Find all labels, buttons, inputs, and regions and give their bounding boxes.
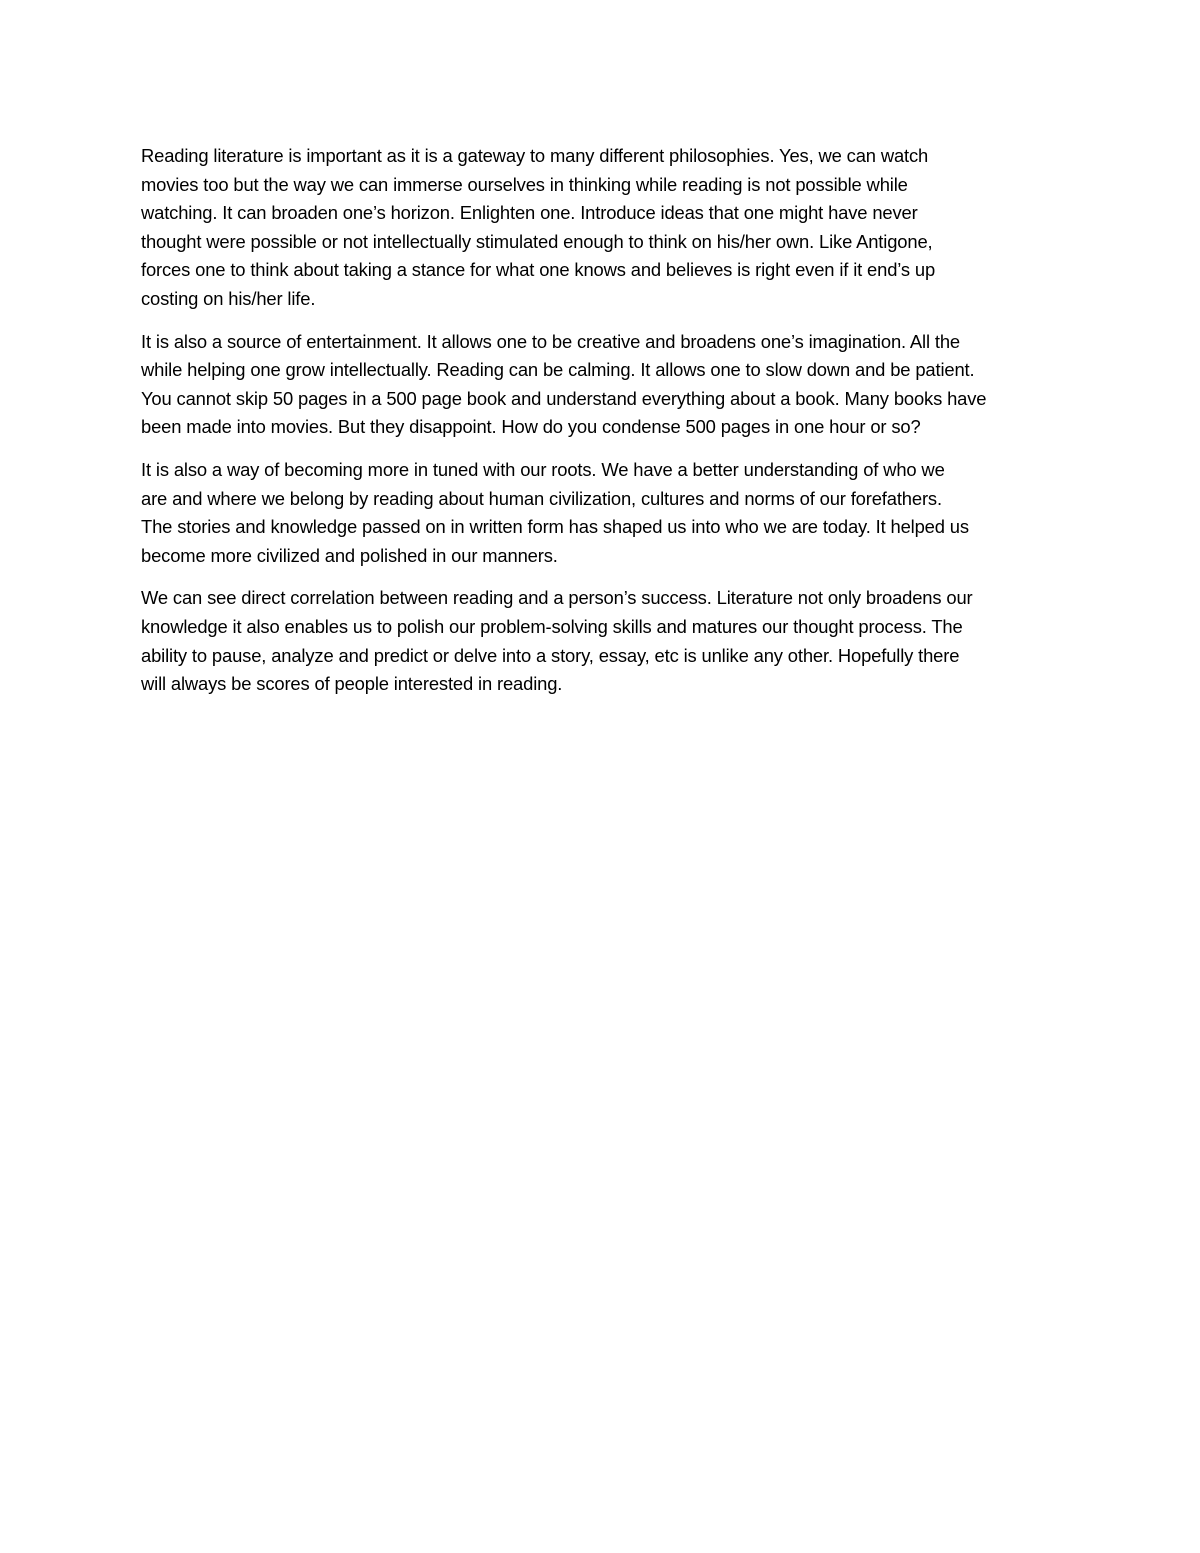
- paragraph-2: [141, 328, 1066, 442]
- paragraph-1: [141, 142, 1066, 314]
- paragraph-line: ability to pause, analyze and predict or delve into a story, essay, etc is unlike any other. Hopefully there: [141, 644, 960, 666]
- paragraph-line: The stories and knowledge passed on in written form has shaped us into who we are today. It helped us: [141, 516, 969, 538]
- paragraph-line: watching. It can broaden one’s horizon. Enlighten one. Introduce ideas that one might have never: [141, 202, 918, 224]
- paragraph-line: It is also a source of entertainment. It allows one to be creative and broadens one’s imagination. All the: [141, 330, 960, 352]
- paragraph-line: thought were possible or not intellectually stimulated enough to think on his/her own. Like Antigone,: [141, 230, 933, 252]
- paragraph-line: knowledge it also enables us to polish our problem-solving skills and matures our thought process. The: [141, 615, 963, 637]
- paragraph-line: costing on his/her life.: [141, 287, 316, 309]
- paragraph-line: are and where we belong by reading about human civilization, cultures and norms of our forefathers.: [141, 487, 942, 509]
- document-body: [141, 142, 1066, 713]
- paragraph-line: will always be scores of people interested in reading.: [141, 673, 563, 695]
- paragraph-line: Reading literature is important as it is a gateway to many different philosophies. Yes, we can watch: [141, 145, 929, 166]
- paragraph-line: been made into movies. But they disappoint. How do you condense 500 pages in one hour or so?: [141, 416, 921, 438]
- paragraph-4: [141, 584, 1066, 698]
- paragraph-line: forces one to think about taking a stance for what one knows and believes is right even if it end’s up: [141, 259, 936, 281]
- paragraph-line: It is also a way of becoming more in tuned with our roots. We have a better understanding of who we: [141, 458, 945, 480]
- paragraph-line: while helping one grow intellectually. Reading can be calming. It allows one to slow down and be patient.: [141, 359, 975, 381]
- paragraph-line: We can see direct correlation between reading and a person’s success. Literature not only broadens our: [141, 587, 973, 609]
- paragraph-line: movies too but the way we can immerse ourselves in thinking while reading is not possible while: [141, 173, 908, 195]
- paragraph-line: You cannot skip 50 pages in a 500 page book and understand everything about a book. Many books have: [141, 387, 987, 409]
- paragraph-3: [141, 456, 1066, 570]
- paragraph-line: become more civilized and polished in our manners.: [141, 544, 558, 566]
